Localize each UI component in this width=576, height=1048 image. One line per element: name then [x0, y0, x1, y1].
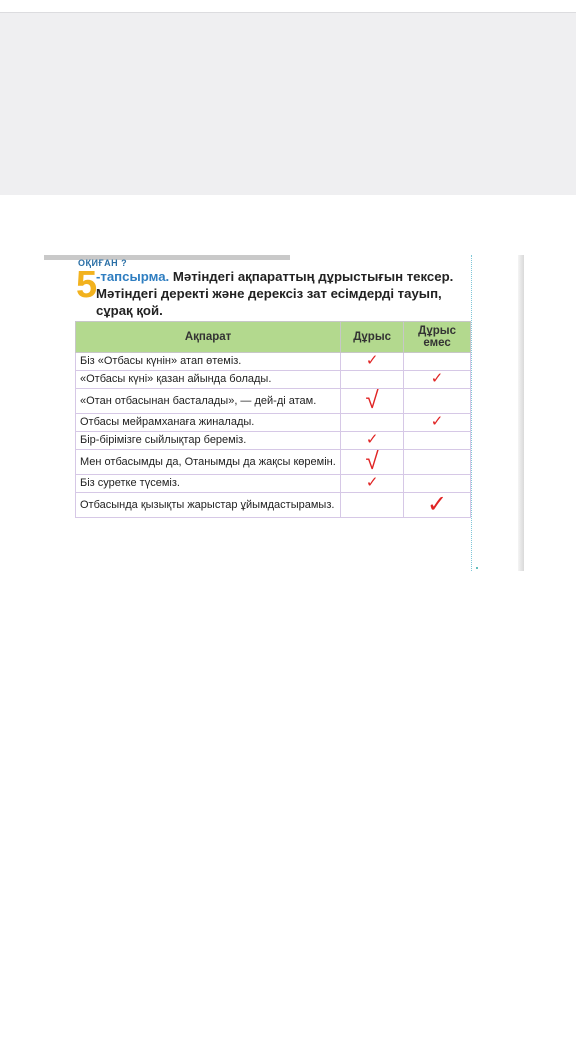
- table-row: [76, 389, 471, 414]
- correct-cell: [341, 371, 404, 389]
- dotted-guide: [471, 255, 472, 571]
- incorrect-cell: [404, 389, 471, 414]
- table-row: [76, 493, 471, 518]
- row-text: «Отбасы күні» қазан айында болады.: [76, 371, 341, 389]
- incorrect-cell: [404, 371, 471, 389]
- checkmark-icon: ✓: [430, 413, 444, 430]
- table-row: [76, 432, 471, 450]
- checkmark-icon: √: [365, 448, 379, 475]
- incorrect-cell: [404, 450, 471, 475]
- row-text: Біз суретке түсеміз.: [76, 475, 341, 493]
- task-instruction: Мәтіндегі ақпараттың дұрыстығын тексер. Мәтіндегі деректі және дерексіз зат есімдерді тауып, сұрақ қой.: [96, 269, 454, 318]
- header-fragment: ОҚИҒАН ?: [78, 258, 128, 268]
- incorrect-cell: [404, 493, 471, 518]
- task-number: 5: [76, 264, 98, 306]
- info-table: [75, 321, 471, 518]
- row-text: «Отан отбасынан басталады», — дей-ді атам.: [76, 389, 341, 414]
- correct-cell: [341, 493, 404, 518]
- row-text: Бір-бірімізге сыйлықтар береміз.: [76, 432, 341, 450]
- checkmark-icon: ✓: [427, 491, 448, 518]
- incorrect-cell: [404, 414, 471, 432]
- correct-cell: [341, 414, 404, 432]
- gray-banner: [0, 12, 576, 195]
- header-correct: Дұрыс: [341, 322, 404, 353]
- correct-cell: [341, 475, 404, 493]
- textbook-photo[interactable]: [44, 255, 524, 571]
- row-text: Отбасында қызықты жарыстар ұйымдастырамыз.: [76, 493, 341, 518]
- row-text: Мен отбасымды да, Отанымды да жақсы көремін.: [76, 450, 341, 475]
- table-row: [76, 450, 471, 475]
- incorrect-cell: [404, 432, 471, 450]
- task-tag: -тапсырма.: [96, 269, 170, 284]
- row-text: Біз «Отбасы күнін» атап өтеміз.: [76, 353, 341, 371]
- correct-cell: [341, 450, 404, 475]
- checkmark-icon: ✓: [365, 431, 379, 448]
- page-edge-shadow: [518, 255, 524, 571]
- header-info: Ақпарат: [76, 322, 341, 353]
- table-row: [76, 475, 471, 493]
- table-row: [76, 353, 471, 371]
- top-bar: [0, 0, 576, 12]
- table-row: [76, 414, 471, 432]
- table-header-row: [76, 322, 471, 353]
- checkmark-icon: √: [365, 387, 379, 414]
- task-instruction-text: [96, 268, 476, 319]
- table-row: [76, 371, 471, 389]
- checkmark-icon: ✓: [365, 352, 379, 369]
- incorrect-cell: [404, 475, 471, 493]
- row-text: Отбасы мейрамханаға жиналады.: [76, 414, 341, 432]
- checkmark-icon: ✓: [365, 474, 379, 491]
- correct-cell: [341, 389, 404, 414]
- correct-cell: [341, 353, 404, 371]
- header-incorrect: Дұрыс емес: [404, 322, 471, 353]
- checkmark-icon: ✓: [430, 370, 444, 387]
- corner-dot: [476, 567, 478, 569]
- incorrect-cell: [404, 353, 471, 371]
- correct-cell: [341, 432, 404, 450]
